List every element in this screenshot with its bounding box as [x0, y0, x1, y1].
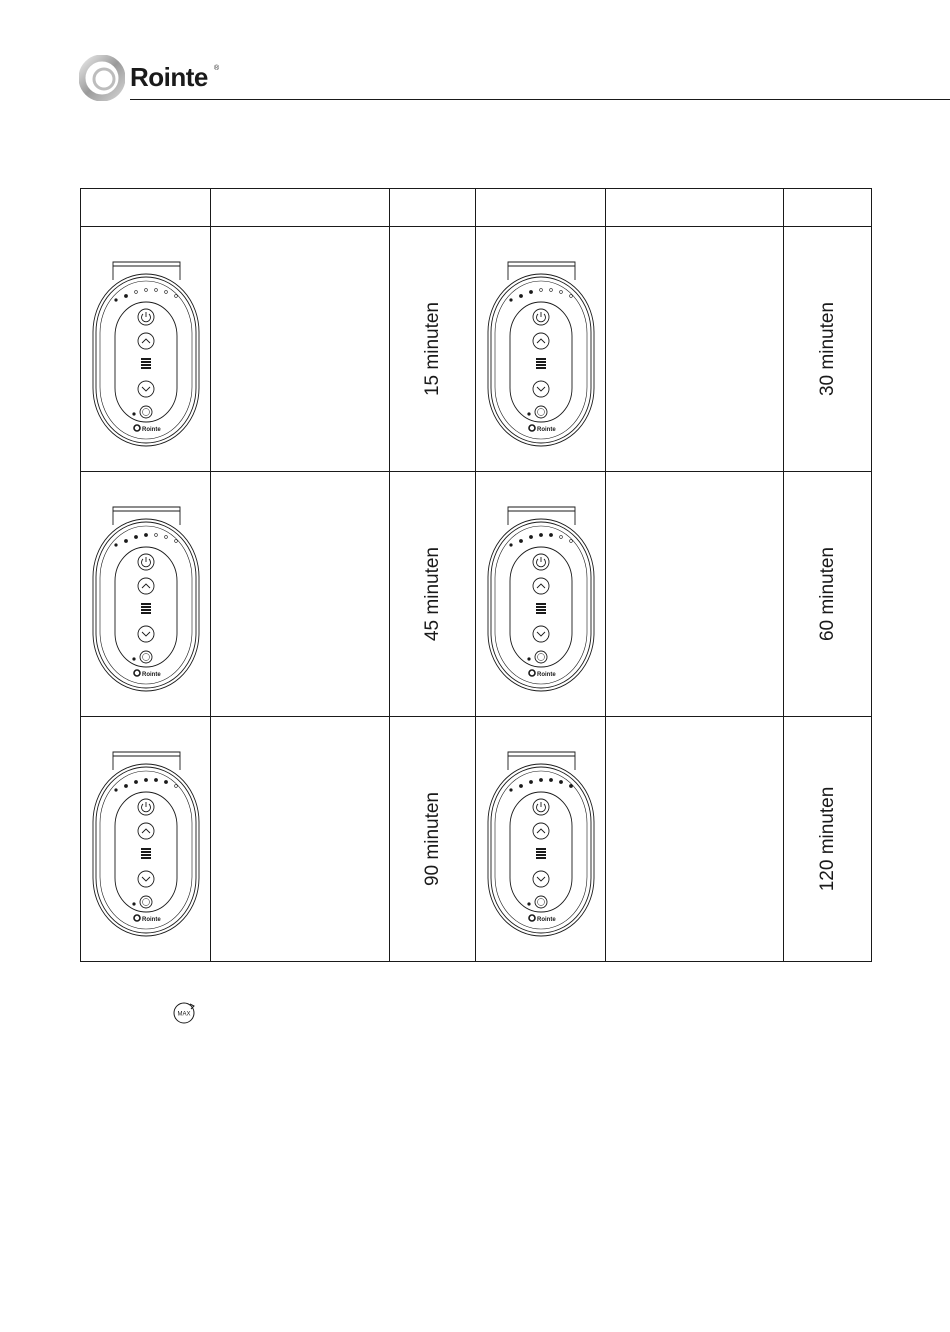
led-off-indicator [134, 291, 137, 294]
time-cell [390, 227, 476, 472]
device-brand-label: Rointe [536, 917, 556, 923]
led-off-indicator [569, 540, 572, 543]
empty-cell [211, 472, 390, 717]
thermostat-drawing [481, 489, 601, 699]
thermostat-illustration [81, 734, 210, 944]
led-off-indicator [164, 291, 167, 294]
led-on-indicator [529, 535, 532, 538]
time-label: 120 minuten [816, 786, 838, 892]
device-cell [81, 717, 211, 962]
time-label: 60 minuten [816, 546, 838, 642]
thermostat-drawing [86, 489, 206, 699]
empty-cell [211, 717, 390, 962]
led-on-indicator [549, 778, 552, 781]
device-cell [476, 717, 606, 962]
time-cell [784, 227, 872, 472]
device-brand-label: Rointe [141, 917, 161, 923]
time-label: 90 minuten [421, 791, 443, 887]
rointe-logo [79, 55, 219, 101]
led-on-indicator [539, 533, 542, 536]
led-on-indicator [164, 780, 167, 783]
led-off-indicator [164, 536, 167, 539]
thermostat-illustration [476, 734, 605, 944]
thermostat-drawing [86, 244, 206, 454]
led-off-indicator [559, 291, 562, 294]
table-header-cell [476, 189, 606, 227]
empty-cell [211, 227, 390, 472]
max-timer-icon [170, 1000, 198, 1026]
thermostat-drawing [86, 734, 206, 944]
led-on-indicator [124, 294, 127, 297]
led-on-indicator [529, 780, 532, 783]
empty-cell [606, 227, 784, 472]
led-off-indicator [174, 540, 177, 543]
page-header [0, 0, 950, 110]
device-brand-label: Rointe [141, 672, 161, 678]
led-on-indicator [519, 539, 522, 542]
device-cell [476, 227, 606, 472]
time-cell [784, 472, 872, 717]
led-on-indicator [559, 780, 562, 783]
max-icon-label: MAX [177, 1011, 191, 1018]
thermostat-illustration [476, 489, 605, 699]
led-off-indicator [174, 785, 177, 788]
thermostat-drawing [481, 244, 601, 454]
table-row [81, 472, 872, 717]
led-on-indicator [519, 784, 522, 787]
led-on-indicator [134, 780, 137, 783]
thermostat-illustration [81, 244, 210, 454]
time-cell [390, 472, 476, 717]
time-label: 45 minuten [421, 546, 443, 642]
time-cell [390, 717, 476, 962]
table-row [81, 717, 872, 962]
led-on-indicator [134, 535, 137, 538]
time-cell [784, 717, 872, 962]
led-on-indicator [124, 539, 127, 542]
thermostat-illustration [476, 244, 605, 454]
led-on-indicator [144, 778, 147, 781]
table-header-cell [211, 189, 390, 227]
device-cell [476, 472, 606, 717]
time-label: 30 minuten [816, 301, 838, 397]
table-header-cell [784, 189, 872, 227]
led-off-indicator [154, 289, 157, 292]
led-off-indicator [154, 534, 157, 537]
device-cell [81, 227, 211, 472]
table-row [81, 227, 872, 472]
led-on-indicator [549, 533, 552, 536]
table-header-cell [606, 189, 784, 227]
led-off-indicator [144, 289, 147, 292]
led-off-indicator [559, 536, 562, 539]
thermostat-drawing [481, 734, 601, 944]
led-on-indicator [569, 784, 572, 787]
thermostat-illustration [81, 489, 210, 699]
brand-name: Rointe [130, 62, 208, 92]
registered-mark: ® [214, 65, 220, 72]
led-on-indicator [124, 784, 127, 787]
empty-cell [606, 717, 784, 962]
led-on-indicator [144, 533, 147, 536]
device-brand-label: Rointe [536, 427, 556, 433]
device-cell [81, 472, 211, 717]
led-on-indicator [519, 294, 522, 297]
led-on-indicator [154, 778, 157, 781]
rointe-logo-icon [79, 55, 125, 101]
header-rule [130, 99, 950, 100]
table-header-row [81, 189, 872, 227]
device-brand-label: Rointe [536, 672, 556, 678]
empty-cell [606, 472, 784, 717]
device-brand-label: Rointe [141, 427, 161, 433]
led-off-indicator [569, 295, 572, 298]
led-on-indicator [539, 778, 542, 781]
table-header-cell [81, 189, 211, 227]
led-on-indicator [529, 290, 532, 293]
led-off-indicator [549, 289, 552, 292]
led-off-indicator [539, 289, 542, 292]
led-off-indicator [174, 295, 177, 298]
time-label: 15 minuten [421, 301, 443, 397]
table-header-cell [390, 189, 476, 227]
timer-table [80, 188, 872, 962]
